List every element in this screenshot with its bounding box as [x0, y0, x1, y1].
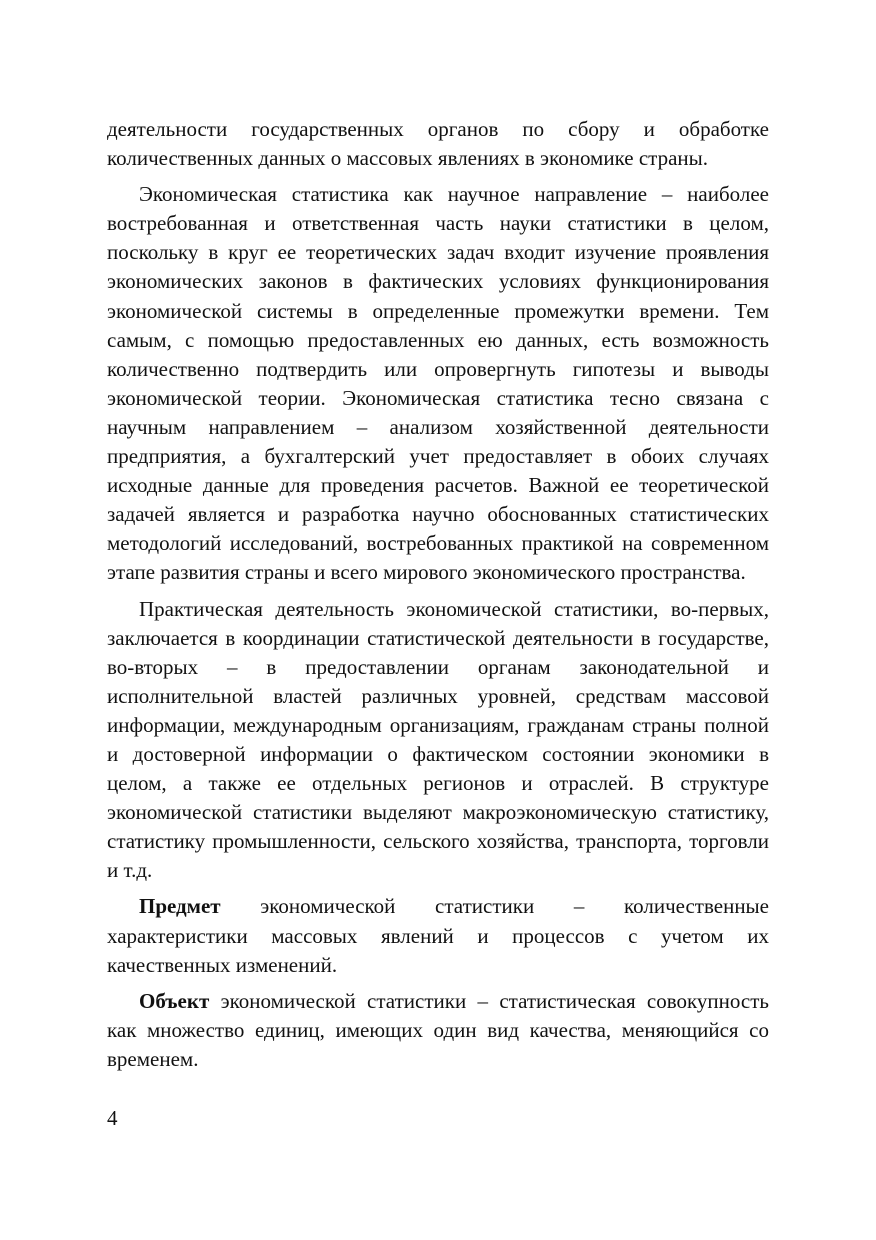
term-object: Объект: [139, 988, 210, 1013]
paragraph-text: Практическая деятельность экономической статистики, во-первых, заключается в координации статистической деятельности в государстве, во-вторых – в предоставлении органам законодательной и исполнительной властей различных уровней, средствам массовой информации, международным организациям, гражданам страны полной и достоверной информации о фактическом состоянии экономики в целом, а также ее отдельных регионов и отраслей. В структуре экономической статистики выделяют макроэкономическую статистику, статистику промышленности, сельского хозяйства, транспорта, торговли и т.д.: [107, 596, 769, 883]
paragraph-text: экономической статистики – количественные характеристики массовых явлений и процессов с учетом их качественных изменений.: [107, 894, 769, 977]
paragraph-text: экономической статистики – статистическая совокупность как множество единиц, имеющих один вид качества, меняющийся со временем.: [107, 988, 769, 1071]
paragraph-practical-activity: [107, 595, 769, 886]
paragraph-economic-statistics: [107, 180, 769, 587]
paragraph-subject: [107, 892, 769, 979]
paragraph-continuation: [107, 115, 769, 173]
page-number: 4: [107, 1106, 118, 1130]
page-body: [107, 115, 769, 1074]
paragraph-text: деятельности государственных органов по сбору и обработке количественных данных о массовых явлениях в экономике страны.: [107, 117, 769, 171]
paragraph-object: [107, 987, 769, 1074]
term-subject: Предмет: [139, 894, 221, 919]
paragraph-text: Экономическая статистика как научное направление – наиболее востребованная и ответственная часть науки статистики в целом, поскольку в круг ее теоретических задач входит изучение проявления экономических законов в фактических условиях функционирования экономической системы в определенные промежутки времени. Тем самым, с помощью предоставленных ею данных, есть возможность количественно подтвердить или опровергнуть гипотезы и выводы экономической теории. Экономическая статистика тесно связана с научным направлением – анализом хозяйственной деятельности предприятия, а бухгалтерский учет предоставляет в обоих случаях исходные данные для проведения расчетов. Важной ее теоретической задачей является и разработка научно обоснованных статистических методологий исследований, востребованных практикой на современном этапе развития страны и всего мирового экономического пространства.: [107, 182, 769, 585]
